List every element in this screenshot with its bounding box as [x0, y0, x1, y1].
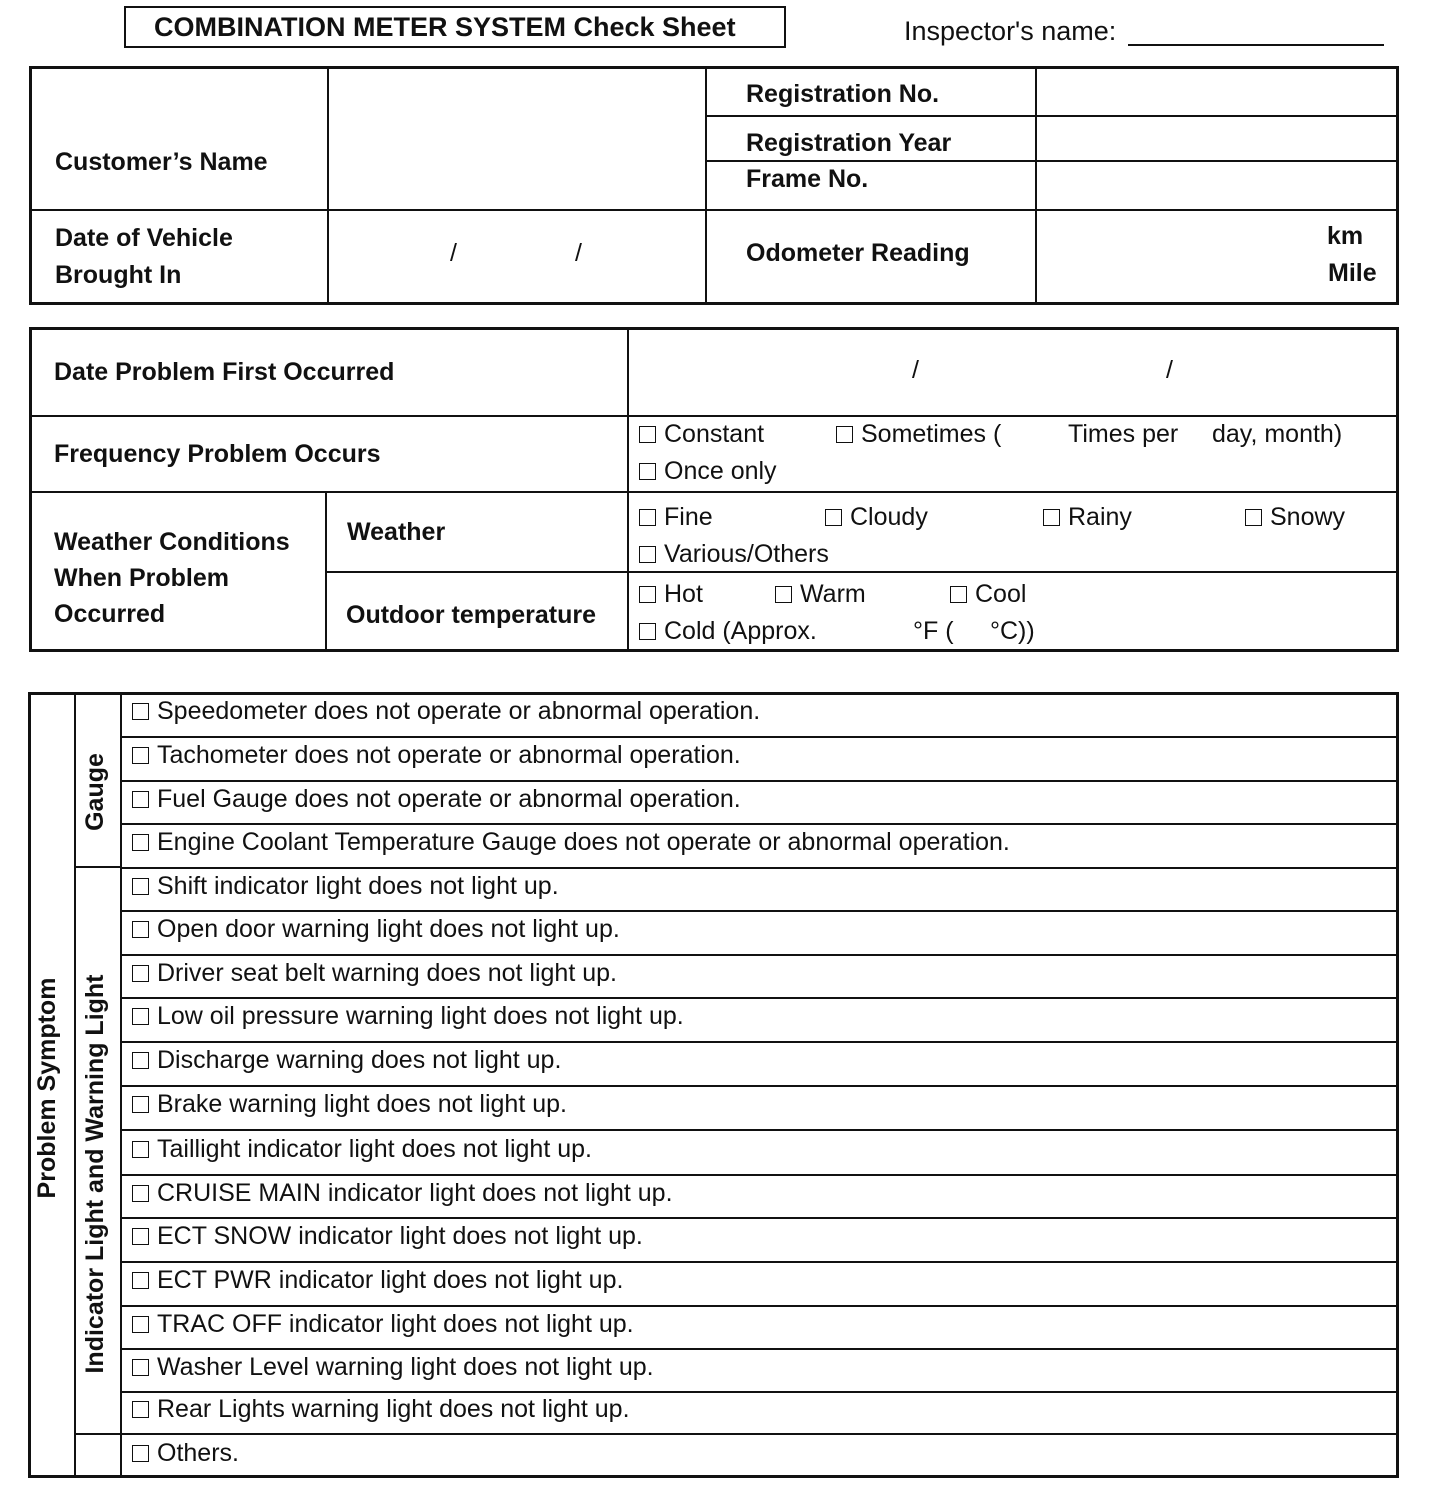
registration-no-field[interactable]	[1039, 70, 1395, 114]
row-divider	[120, 954, 1399, 956]
symptom-text: ECT SNOW indicator light does not light up.	[157, 1222, 643, 1250]
checkbox[interactable]	[639, 509, 656, 526]
symptom-item[interactable]	[132, 1310, 634, 1339]
checkbox[interactable]	[132, 1316, 149, 1333]
frequency-option-once[interactable]: Once only	[639, 457, 777, 486]
temperature-option-hot[interactable]: Hot	[639, 580, 703, 609]
checkbox[interactable]	[836, 426, 853, 443]
date-separator: /	[450, 239, 457, 267]
temperature-option-cool[interactable]: Cool	[950, 580, 1026, 609]
date-first-occurred-field[interactable]	[632, 331, 1395, 413]
frequency-label: Frequency Problem Occurs	[54, 440, 381, 468]
symptom-item[interactable]	[132, 872, 559, 901]
symptom-item[interactable]	[132, 1046, 561, 1075]
symptom-others[interactable]	[132, 1439, 239, 1468]
symptom-text: Driver seat belt warning does not light up.	[157, 959, 617, 987]
checkbox[interactable]	[1043, 509, 1060, 526]
symptom-item[interactable]	[132, 915, 620, 944]
symptom-item[interactable]	[132, 959, 617, 988]
temperature-label: Outdoor temperature	[346, 601, 597, 629]
symptom-text: Brake warning light does not light up.	[157, 1090, 567, 1118]
checkbox[interactable]	[639, 546, 656, 563]
symptom-text: Speedometer does not operate or abnormal operation.	[157, 697, 761, 725]
checkbox[interactable]	[132, 1008, 149, 1025]
checkbox[interactable]	[775, 586, 792, 603]
row-divider	[120, 1041, 1399, 1043]
symptom-item[interactable]	[132, 1002, 684, 1031]
symptom-text: ECT PWR indicator light does not light up.	[157, 1266, 624, 1294]
date-separator: /	[912, 356, 919, 384]
checkbox[interactable]	[950, 586, 967, 603]
symptom-text: Shift indicator light does not light up.	[157, 872, 559, 900]
temperature-c-unit: °C))	[990, 617, 1035, 645]
symptom-item[interactable]	[132, 1395, 630, 1424]
inspector-label: Inspector's name:	[904, 16, 1117, 46]
frame-no-field[interactable]	[1039, 163, 1395, 208]
row-divider	[120, 736, 1399, 738]
registration-year-label: Registration Year	[746, 129, 952, 157]
odometer-unit-mile: Mile	[1328, 259, 1377, 287]
symptom-text: CRUISE MAIN indicator light does not light up.	[157, 1179, 673, 1207]
weather-option-various[interactable]: Various/Others	[639, 540, 829, 569]
checkbox[interactable]	[1245, 509, 1262, 526]
temperature-option-cold[interactable]: Cold (Approx.	[639, 617, 817, 646]
checkbox[interactable]	[132, 921, 149, 938]
customer-name-field[interactable]	[331, 70, 703, 208]
frequency-times-per: Times per	[1068, 420, 1179, 448]
checkbox[interactable]	[132, 1445, 149, 1462]
symptom-item[interactable]	[132, 1179, 673, 1208]
temperature-f-unit: °F (	[913, 617, 954, 645]
date-brought-in-label-2: Brought In	[55, 261, 182, 289]
gauge-label: Gauge	[81, 753, 109, 831]
symptom-text: Washer Level warning light does not light up.	[157, 1353, 654, 1381]
frequency-option-constant[interactable]: Constant	[639, 420, 764, 449]
registration-no-label: Registration No.	[746, 80, 940, 108]
symptom-text: Others.	[157, 1439, 239, 1467]
checkbox[interactable]	[132, 878, 149, 895]
checkbox[interactable]	[639, 463, 656, 480]
date-separator: /	[575, 239, 582, 267]
row-divider	[120, 780, 1399, 782]
weather-option-fine[interactable]: Fine	[639, 503, 713, 532]
checkbox[interactable]	[132, 1272, 149, 1289]
symptom-item[interactable]	[132, 741, 741, 770]
symptom-item[interactable]	[132, 828, 1010, 857]
date-brought-in-label-1: Date of Vehicle	[55, 224, 233, 252]
frame-no-label: Frame No.	[746, 165, 869, 193]
weather-option-snowy[interactable]: Snowy	[1245, 503, 1345, 532]
checkbox[interactable]	[639, 623, 656, 640]
date-brought-in-field[interactable]	[331, 212, 703, 302]
row-divider	[120, 867, 1399, 869]
row-divider	[120, 1174, 1399, 1176]
symptom-item[interactable]	[132, 1135, 592, 1164]
checkbox[interactable]	[132, 1401, 149, 1418]
checkbox[interactable]	[639, 426, 656, 443]
date-first-occurred-label: Date Problem First Occurred	[54, 358, 395, 386]
row-divider	[120, 1305, 1399, 1307]
page-title	[124, 6, 786, 48]
frequency-day-month: day, month)	[1212, 420, 1343, 448]
weather-label: Weather	[347, 518, 446, 546]
checkbox[interactable]	[132, 834, 149, 851]
checkbox[interactable]	[825, 509, 842, 526]
row-divider	[120, 1085, 1399, 1087]
odometer-label: Odometer Reading	[746, 239, 970, 267]
checkbox[interactable]	[132, 747, 149, 764]
symptom-text: Tachometer does not operate or abnormal operation.	[157, 741, 741, 769]
row-divider	[120, 997, 1399, 999]
symptom-text: Engine Coolant Temperature Gauge does not operate or abnormal operation.	[157, 828, 1010, 856]
customer-name-label: Customer’s Name	[55, 148, 268, 176]
symptom-item[interactable]	[132, 1090, 567, 1119]
row-divider	[120, 823, 1399, 825]
row-divider	[120, 1433, 1399, 1435]
checkbox[interactable]	[639, 586, 656, 603]
symptom-text: Low oil pressure warning light does not light up.	[157, 1002, 684, 1030]
symptom-text: Rear Lights warning light does not light up.	[157, 1395, 630, 1423]
checkbox[interactable]	[132, 1096, 149, 1113]
row-divider	[120, 1261, 1399, 1263]
checkbox[interactable]	[132, 703, 149, 720]
checkbox[interactable]	[132, 1141, 149, 1158]
odometer-field[interactable]	[1039, 212, 1319, 302]
weather-conditions-label-1: Weather Conditions	[54, 528, 290, 556]
checkbox[interactable]	[132, 791, 149, 808]
checkbox[interactable]	[132, 1185, 149, 1202]
symptom-item[interactable]	[132, 1353, 654, 1382]
problem-symptom-label: Problem Symptom	[33, 977, 61, 1199]
checkbox[interactable]	[132, 965, 149, 982]
row-divider	[120, 1391, 1399, 1393]
symptom-item[interactable]	[132, 1266, 623, 1295]
checkbox[interactable]	[132, 1359, 149, 1376]
checkbox[interactable]	[132, 1228, 149, 1245]
symptom-text: Taillight indicator light does not light up.	[157, 1135, 592, 1163]
frequency-option-sometimes[interactable]: Sometimes (	[836, 420, 1001, 449]
row-divider	[120, 1217, 1399, 1219]
symptom-text: Fuel Gauge does not operate or abnormal operation.	[157, 785, 741, 813]
weather-conditions-label-3: Occurred	[54, 600, 166, 628]
row-divider	[120, 910, 1399, 912]
weather-conditions-label-2: When Problem	[54, 564, 230, 592]
row-divider	[120, 1348, 1399, 1350]
registration-year-field[interactable]	[1039, 118, 1395, 159]
page-title-text: COMBINATION METER SYSTEM Check Sheet	[154, 11, 736, 42]
checkbox[interactable]	[132, 1052, 149, 1069]
symptom-text: Discharge warning does not light up.	[157, 1046, 562, 1074]
indicator-light-label: Indicator Light and Warning Light	[81, 974, 109, 1374]
weather-option-rainy[interactable]: Rainy	[1043, 503, 1132, 532]
temperature-option-warm[interactable]: Warm	[775, 580, 866, 609]
symptom-text: TRAC OFF indicator light does not light up.	[157, 1310, 634, 1338]
symptom-item[interactable]	[132, 1222, 643, 1251]
symptom-item[interactable]	[132, 785, 741, 814]
odometer-unit-km: km	[1327, 222, 1364, 250]
symptom-text: Open door warning light does not light up.	[157, 915, 620, 943]
weather-option-cloudy[interactable]: Cloudy	[825, 503, 928, 532]
row-divider	[120, 1129, 1399, 1131]
symptom-item[interactable]	[132, 697, 760, 726]
date-separator: /	[1166, 356, 1173, 384]
inspector-name-field[interactable]	[1128, 44, 1384, 46]
